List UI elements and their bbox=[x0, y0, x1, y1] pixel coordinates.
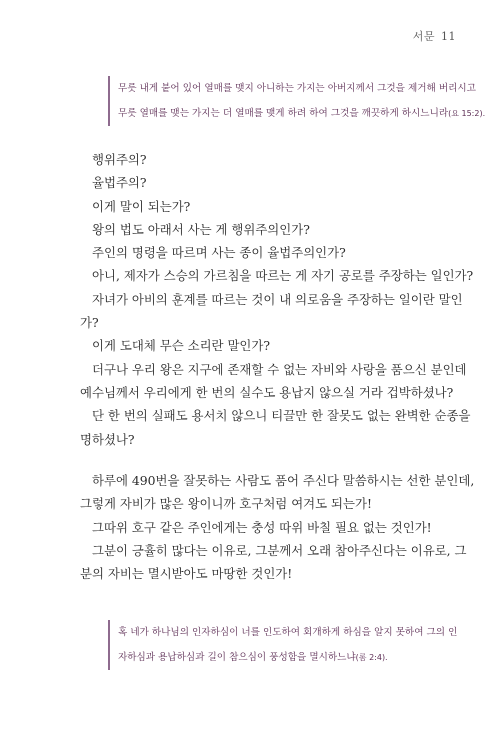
text-line: 이게 도대체 무슨 소리란 말인가? bbox=[92, 338, 270, 354]
text-line: 분의 자비는 멸시받아도 마땅한 것인가! bbox=[80, 566, 293, 582]
section-title: 서문 bbox=[412, 30, 435, 43]
text-line: 가? bbox=[80, 315, 99, 331]
body-paragraph-2 bbox=[80, 469, 475, 585]
text-line: 주인의 명령을 따르며 사는 종이 율법주의인가? bbox=[92, 245, 346, 261]
text-line: 자녀가 아비의 훈계를 따르는 것이 내 의로움을 주장하는 일이란 말인 bbox=[92, 291, 463, 307]
text-line: 아니, 제자가 스승의 가르침을 따르는 게 자기 공로를 주장하는 일인가? bbox=[92, 268, 474, 284]
body-paragraph-1 bbox=[80, 148, 474, 451]
quote-line: 자하심과 용납하심과 길이 참으심이 풍성함을 멸시하느냐 bbox=[118, 652, 356, 663]
text-line: 단 한 번의 실패도 용서치 않으니 티끌만 한 잘못도 없는 완벽한 순종을 bbox=[92, 408, 471, 424]
text-line: 더구나 우리 왕은 지구에 존재할 수 없는 자비와 사랑을 품으신 분인데 bbox=[92, 361, 467, 377]
quote-line: 무릇 열매를 맺는 가지는 더 열매를 맺게 하려 하여 그것을 깨끗하게 하시느니라 bbox=[118, 108, 449, 119]
running-head bbox=[413, 28, 456, 44]
text-line: 이게 말이 되는가? bbox=[92, 198, 191, 214]
scripture-reference: (롬 2:4). bbox=[355, 653, 388, 662]
text-line: 하루에 490번을 잘못하는 사람도 품어 주신다 말씀하시는 선한 분인데, bbox=[92, 473, 475, 488]
text-line: 명하셨나? bbox=[80, 431, 135, 447]
text-line: 율법주의? bbox=[92, 175, 147, 191]
text-line: 그렇게 자비가 많은 왕이니까 호구처럼 여겨도 되는가! bbox=[80, 496, 372, 512]
scripture-quote-bottom bbox=[108, 620, 470, 670]
text-line: 예수님께서 우리에게 한 번의 실수도 용납지 않으실 거라 겁박하셨나? bbox=[80, 384, 454, 400]
text-line: 왕의 법도 아래서 사는 게 행위주의인가? bbox=[92, 221, 310, 237]
text-line: 그분이 긍휼히 많다는 이유로, 그분께서 오래 참아주신다는 이유로, 그 bbox=[92, 542, 467, 558]
quote-line: 무릇 내게 붙어 있어 열매를 맺지 아니하는 가지는 아버지께서 그것을 제거해 버리시고 bbox=[118, 83, 476, 94]
page-number: 11 bbox=[441, 30, 456, 43]
text-line: 행위주의? bbox=[92, 152, 147, 167]
text-line: 그따위 호구 같은 주인에게는 충성 따위 바칠 필요 없는 것인가! bbox=[92, 519, 432, 535]
scripture-quote-top bbox=[108, 76, 486, 126]
scripture-reference: (요 15:2). bbox=[448, 109, 486, 118]
quote-line: 혹 네가 하나님의 인자하심이 너를 인도하여 회개하게 하심을 알지 못하여 그의 인 bbox=[118, 627, 458, 638]
